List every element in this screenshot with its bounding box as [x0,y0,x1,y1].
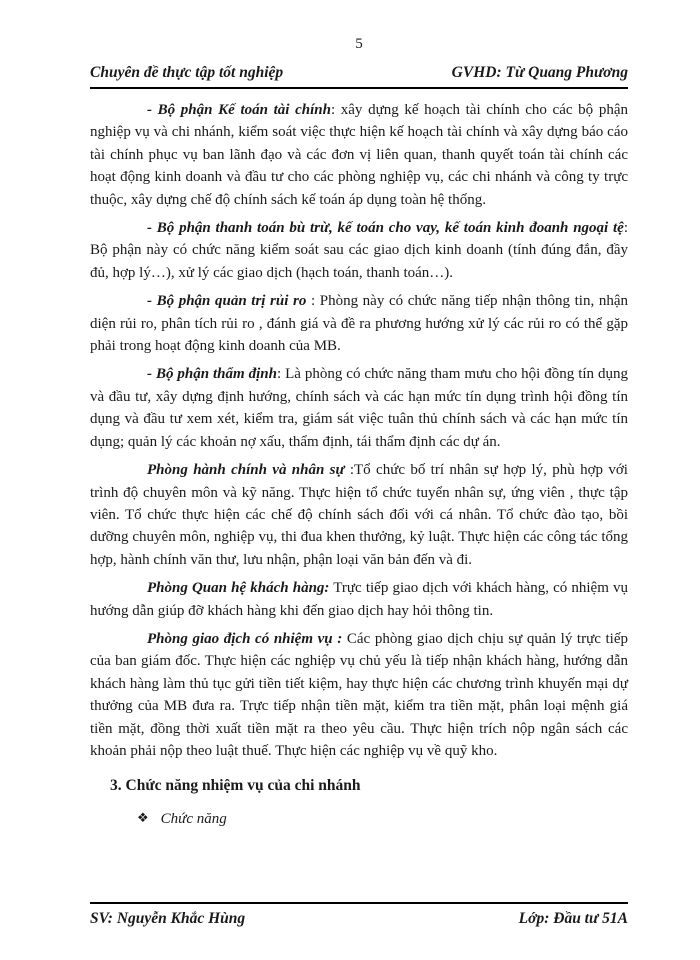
paragraph-text: : xây dựng kế hoạch tài chính cho các bộ phận nghiệp vụ và chi nhánh, kiểm soát việc thực hiện kế hoạch tài chính và xây dựng báo cáo tài chính phục vụ ban lãnh đạo và các đơn vị liên quan, thanh quyết toán tài chính các hoạt động kinh doanh và đầu tư cho các phòng nghiệp vụ, các chi nhánh và công ty trực thuộc, xây dựng chế độ chính sách kế toán áp dụng toàn hệ thống. [90,102,628,208]
paragraph-lead: Phòng Quan hệ khách hàng: [147,580,330,597]
paragraph-text: Các phòng giao dịch chịu sự quản lý trực tiếp của ban giám đốc. Thực hiện các nghiệp vụ chủ yếu là tiếp nhận khách hàng, hướng dẫn khách hàng làm thủ tục gửi tiền tiết kiệm, hay thực hiện các chương trình khuyến mại dự thưởng của MB đưa ra. Trực tiếp nhận tiền mặt, kiểm tra tiền mặt, phân loại mệnh giá tiền mặt, đồng thời xuất tiền mặt ra theo yêu cầu. Thực hiện trích nộp ngân sách các khoản phải nộp theo luật thuế. Thực hiện các nghiệp vụ về quỹ kho. [90,630,629,759]
paragraph-text: :Tổ chức bố trí nhân sự hợp lý, phù hợp với trình độ chuyên môn và kỹ năng. Thực hiện tổ chức tuyển nhân sự, ứng viên , thực tập viên. Tổ chức thực hiện các chế độ chính sách đối với cá nhân. Tổ chức đào tạo, bồi dưỡng chuyên môn, nghiệp vụ, thi đua khen thưởng, kỷ luật. Thực hiện các công tác tổng hợp, hành chính văn thư, lưu nhận, phận loại văn bản đến và đi. [90,462,628,568]
header-report-title: Chuyên đề thực tập tốt nghiệp [90,64,284,81]
bullet-item-chuc-nang [90,807,628,830]
diamond-bullet-icon: ❖ [137,809,149,825]
footer-student-name: SV: Nguyễn Khắc Hùng [90,910,246,927]
paragraph-text: : Phòng này có chức năng tiếp nhận thông tin, nhận diện rủi ro, phân tích rủi ro , đánh giá và đề ra phương hướng xử lý các rủi ro có thể gặp phải trong hoạt động kinh doanh của MB. [90,293,628,355]
paragraph-text: : Là phòng có chức năng tham mưu cho hội đồng tín dụng và đầu tư, xây dựng định hướng, chính sách và các hạn mức tín dụng trình hội đồng tín dụng và đầu tư xem xét, kiểm tra, giám sát việc tuân thủ chính sách và các hạn mức tín dụng; quản lý các khoản nợ xấu, thẩm định, tái thẩm định các dự án. [90,366,628,450]
paragraph-text: Trực tiếp giao dịch với khách hàng, có nhiệm vụ hướng dẫn giúp đỡ khách hàng khi đến giao dịch hay hỏi thông tin. [90,580,629,619]
paragraph-lead: - Bộ phận quản trị rủi ro [147,293,307,310]
paragraph-lead: - Bộ phận Kế toán tài chính [147,102,331,118]
paragraph-ke-toan-tai-chinh [90,99,628,211]
paragraph-text: : Bộ phận này có chức năng kiểm soát sau các giao dịch kinh doanh (tính đúng đắn, đầy đủ, hợp lý…), xử lý các giao dịch (hạch toán, thanh toán…). [90,220,628,281]
paragraph-lead: - Bộ phận thẩm định [147,366,277,383]
paragraph-tham-dinh [90,363,628,453]
paragraph-lead: Phòng giao địch có nhiệm vụ : [147,630,343,647]
paragraph-lead: - Bộ phận thanh toán bù trừ, kế toán cho vay, kế toán kinh đoanh ngoại tệ [147,220,624,237]
header-supervisor: GVHD: Từ Quang Phương [451,64,628,81]
section-heading-chuc-nang-nhiem-vu: 3. Chức năng nhiệm vụ của chi nhánh [110,777,361,795]
paragraph-quan-tri-rui-ro [90,290,628,357]
running-header [90,64,628,89]
paragraph-hanh-chinh-nhan-su [90,459,628,571]
running-footer [90,902,628,928]
bullet-label: Chức năng [160,810,227,827]
page-number: 5 [355,36,363,52]
paragraph-quan-he-khach-hang [90,577,628,622]
footer-class-name: Lớp: Đầu tư 51A [518,910,628,927]
paragraph-lead: Phòng hành chính và nhân sự [147,462,345,479]
paragraph-thanh-toan-bu-tru [90,217,628,284]
paragraph-phong-giao-dich [90,628,628,762]
page-body [90,99,628,830]
